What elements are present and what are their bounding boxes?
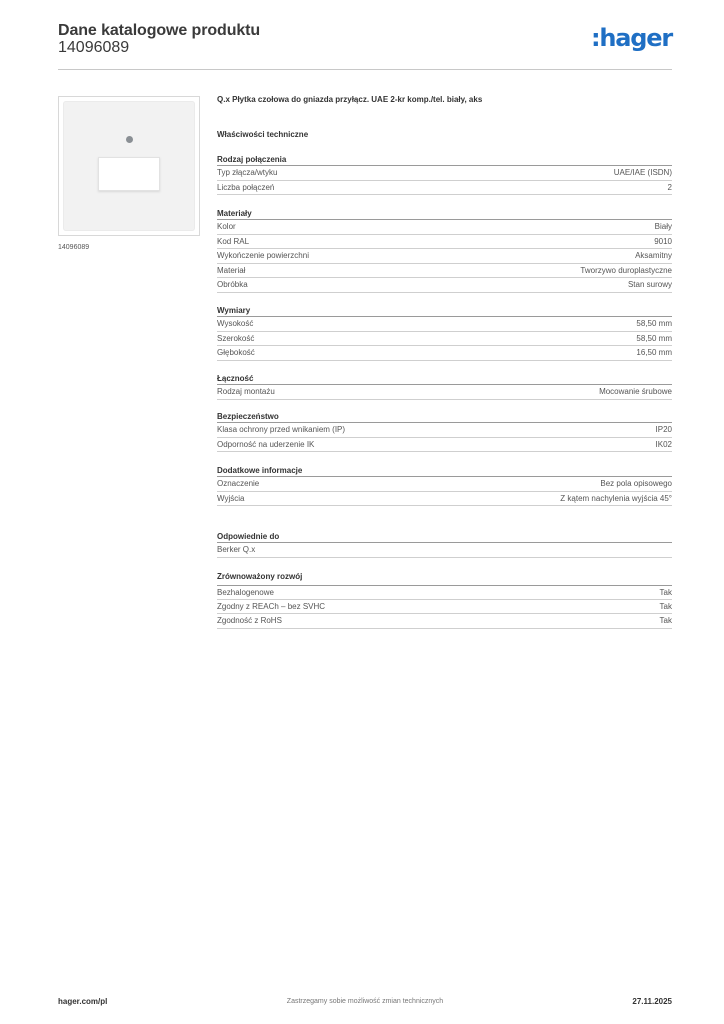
row-label: Odporność na uderzenie IK xyxy=(217,439,315,449)
table-row xyxy=(217,600,672,615)
row-label: Głębokość xyxy=(217,348,255,358)
row-label: Liczba połączeń xyxy=(217,182,275,192)
row-value: 9010 xyxy=(654,236,672,246)
group-suitable-for xyxy=(217,531,672,558)
table-row xyxy=(217,264,672,279)
header-divider xyxy=(58,69,672,70)
group-safety xyxy=(217,411,672,452)
group-dimensions xyxy=(217,305,672,361)
row-label: Zgodny z REACh – bez SVHC xyxy=(217,601,326,611)
row-label: Rodzaj montażu xyxy=(217,387,275,396)
group-title: Zrównoważony rozwój xyxy=(217,572,303,581)
table-row xyxy=(217,181,672,196)
row-value: Tworzywo duroplastyczne xyxy=(580,265,672,275)
table-row xyxy=(217,278,672,293)
table-row xyxy=(217,438,672,453)
table-row xyxy=(217,249,672,264)
table-row xyxy=(217,346,672,361)
row-label: Klasa ochrony przed wnikaniem (IP) xyxy=(217,425,346,434)
image-caption: 14096089 xyxy=(58,244,90,251)
group-connectivity xyxy=(217,373,672,400)
row-value: 16,50 mm xyxy=(636,348,672,358)
table-row xyxy=(217,332,672,347)
row-label: Oznaczenie xyxy=(217,479,260,488)
row-value: 58,50 mm xyxy=(636,333,672,343)
table-row xyxy=(217,614,672,629)
group-connection-type xyxy=(217,154,672,195)
group-additional-info xyxy=(217,465,672,506)
row-value: Tak xyxy=(659,616,672,626)
footer-website: hager.com/pl xyxy=(58,997,108,1006)
page-footer xyxy=(58,997,672,1009)
group-title: Wymiary xyxy=(217,305,672,317)
row-label: Zgodność z RoHS xyxy=(217,616,282,626)
row-value: 2 xyxy=(667,182,672,192)
group-title: Bezpieczeństwo xyxy=(217,411,672,423)
row-value: Tak xyxy=(659,588,672,597)
cover-plate xyxy=(63,101,195,231)
row-value: 58,50 mm xyxy=(636,319,672,328)
row-label: Kod RAL xyxy=(217,236,250,246)
table-row xyxy=(217,317,672,332)
row-value: UAE/IAE (ISDN) xyxy=(613,168,672,177)
row-label: Wysokość xyxy=(217,319,254,328)
group-title: Odpowiednie do xyxy=(217,531,672,543)
row-value: Tak xyxy=(659,601,672,611)
document-title: Dane katalogowe produktu xyxy=(58,22,261,39)
row-label: Materiał xyxy=(217,265,246,275)
row-label: Wykończenie powierzchni xyxy=(217,251,309,261)
row-value: IK02 xyxy=(655,439,672,449)
socket-opening xyxy=(98,157,160,191)
group-title: Łączność xyxy=(217,373,672,385)
row-value: Z kątem nachylenia wyjścia 45° xyxy=(560,493,672,503)
technical-properties-heading: Właściwości techniczne xyxy=(217,130,309,139)
group-sustainability xyxy=(217,571,672,629)
row-label: Typ złącza/wtyku xyxy=(217,168,278,177)
row-label: Berker Q.x xyxy=(217,545,256,554)
product-description: Q.x Płytka czołowa do gniazda przyłącz. UAE 2-kr komp./tel. biały, aks xyxy=(217,95,483,104)
row-value: Stan surowy xyxy=(627,280,672,290)
group-title: Rodzaj połączenia xyxy=(217,154,672,166)
table-row xyxy=(217,423,672,438)
product-number: 14096089 xyxy=(58,39,130,56)
row-value: Bez pola opisowego xyxy=(600,479,672,488)
row-label: Obróbka xyxy=(217,280,248,290)
row-label: Wyjścia xyxy=(217,493,245,503)
row-value: Mocowanie śrubowe xyxy=(599,387,672,396)
screw-icon xyxy=(126,136,133,143)
row-label: Szerokość xyxy=(217,333,255,343)
table-row xyxy=(217,585,672,600)
group-materials xyxy=(217,208,672,293)
table-row xyxy=(217,477,672,492)
table-row xyxy=(217,385,672,400)
product-image xyxy=(58,96,200,236)
hager-logo: :hager xyxy=(591,24,672,52)
table-row xyxy=(217,543,672,558)
table-row xyxy=(217,492,672,507)
row-label: Bezhalogenowe xyxy=(217,588,274,597)
row-value: Biały xyxy=(654,222,672,231)
group-title: Materiały xyxy=(217,208,672,220)
page-header xyxy=(58,20,672,70)
footer-date: 27.11.2025 xyxy=(632,997,672,1006)
row-value: Aksamitny xyxy=(635,251,672,261)
row-label: Kolor xyxy=(217,222,236,231)
group-title: Dodatkowe informacje xyxy=(217,465,672,477)
row-value: IP20 xyxy=(655,425,672,434)
table-row xyxy=(217,166,672,181)
footer-disclaimer: Zastrzegamy sobie możliwość zmian technicznych xyxy=(286,998,444,1005)
table-row xyxy=(217,235,672,250)
table-row xyxy=(217,220,672,235)
